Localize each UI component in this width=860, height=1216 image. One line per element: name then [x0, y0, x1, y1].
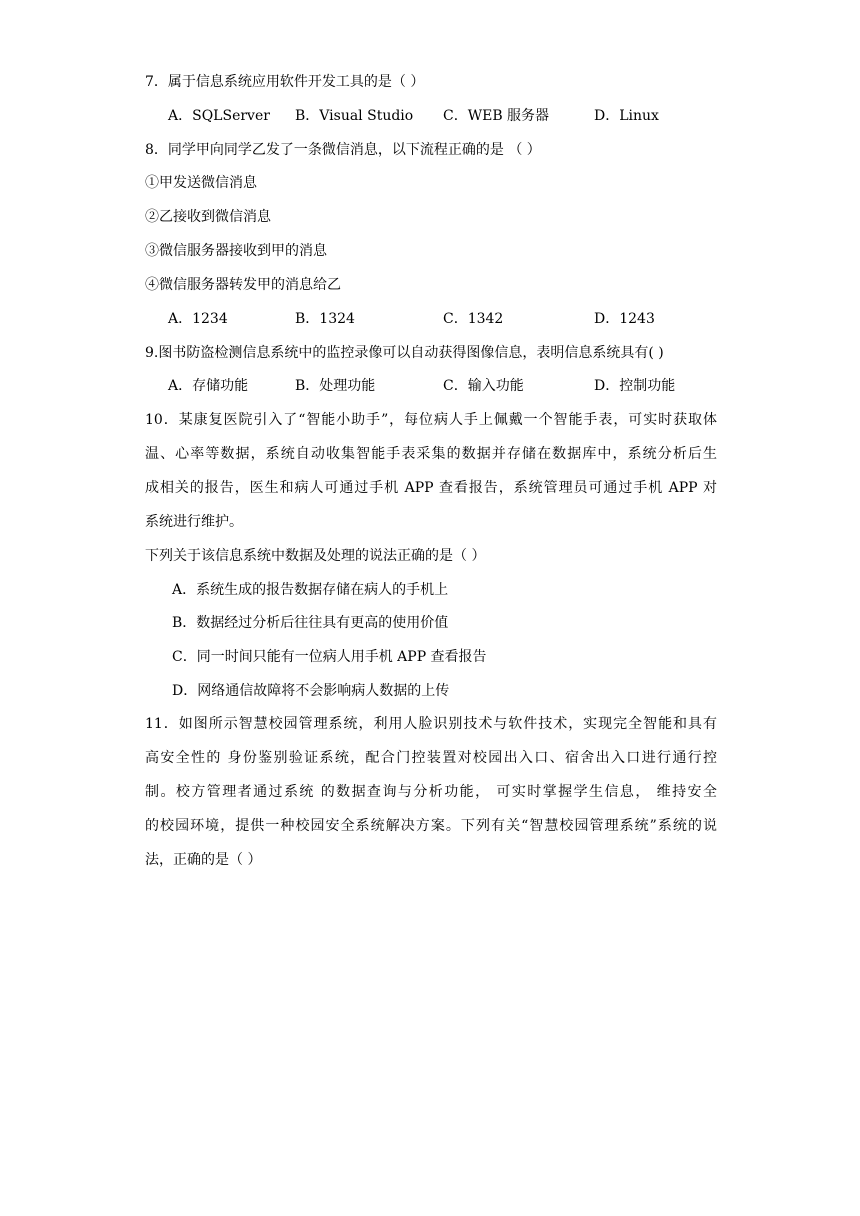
q7-option-c: C．WEB 服务器 [443, 108, 550, 124]
q8-step-2: ②乙接收到微信消息 [145, 209, 271, 225]
q10-option-b: B．数据经过分析后往往具有更高的使用价值 [172, 615, 449, 631]
q10-sub-stem: 下列关于该信息系统中数据及处理的说法正确的是（ ） [145, 548, 486, 564]
q8-stem: 8．同学甲向同学乙发了一条微信消息，以下流程正确的是 （ ） [145, 142, 541, 158]
q10-line-4: 系统进行维护。 [145, 514, 243, 530]
q10-option-d: D．网络通信故障将不会影响病人数据的上传 [172, 683, 450, 699]
q8-step-4: ④微信服务器转发甲的消息给乙 [145, 277, 341, 293]
q10-line-2: 温、心率等数据，系统自动收集智能手表采集的数据并存储在数据库中，系统分析后生 [145, 446, 717, 462]
q11-line-2: 高安全性的 身份鉴别验证系统，配合门控装置对校园出入口、宿舍出入口进行通行控 [145, 750, 717, 766]
q8-option-b: B．1324 [295, 311, 355, 327]
q11-line-3: 制。校方管理者通过系统 的数据查询与分析功能， 可实时掌握学生信息， 维持安全 [145, 784, 717, 800]
q8-option-c: C．1342 [443, 311, 504, 327]
q9-option-d: D．控制功能 [594, 378, 676, 394]
q8-step-1: ①甲发送微信消息 [145, 175, 257, 191]
q7-stem: 7．属于信息系统应用软件开发工具的是（ ） [145, 74, 425, 90]
q10-line-1: 10．某康复医院引入了“智能小助手”，每位病人手上佩戴一个智能手表，可实时获取体 [145, 412, 717, 428]
q8-option-a: A．1234 [168, 311, 228, 327]
q9-stem: 9.图书防盗检测信息系统中的监控录像可以自动获得图像信息，表明信息系统具有( ) [145, 345, 664, 361]
q10-line-3: 成相关的报告，医生和病人可通过手机 APP 查看报告，系统管理员可通过手机 APP 对 [145, 480, 717, 496]
q9-option-c: C．输入功能 [443, 378, 524, 394]
q7-option-b: B．Visual Studio [295, 108, 414, 124]
q7-option-a: A．SQLServer [168, 108, 270, 124]
q10-option-a: A．系统生成的报告数据存储在病人的手机上 [172, 582, 449, 598]
q7-options [168, 106, 668, 126]
q11-line-4: 的校园环境，提供一种校园安全系统解决方案。下列有关“智慧校园管理系统”系统的说 [145, 818, 717, 834]
q9-option-b: B．处理功能 [295, 378, 376, 394]
q8-option-d: D．1243 [594, 311, 655, 327]
q9-option-a: A．存储功能 [168, 378, 249, 394]
q11-line-1: 11．如图所示智慧校园管理系统，利用人脸识别技术与软件技术，实现完全智能和具有 [145, 716, 717, 732]
q8-step-3: ③微信服务器接收到甲的消息 [145, 243, 327, 259]
q9-options [168, 376, 688, 396]
q10-option-c: C．同一时间只能有一位病人用手机 APP 查看报告 [172, 649, 487, 665]
q7-option-d: D．Linux [594, 108, 659, 124]
q8-options [168, 309, 668, 329]
q11-line-5: 法，正确的是（ ） [145, 852, 262, 868]
